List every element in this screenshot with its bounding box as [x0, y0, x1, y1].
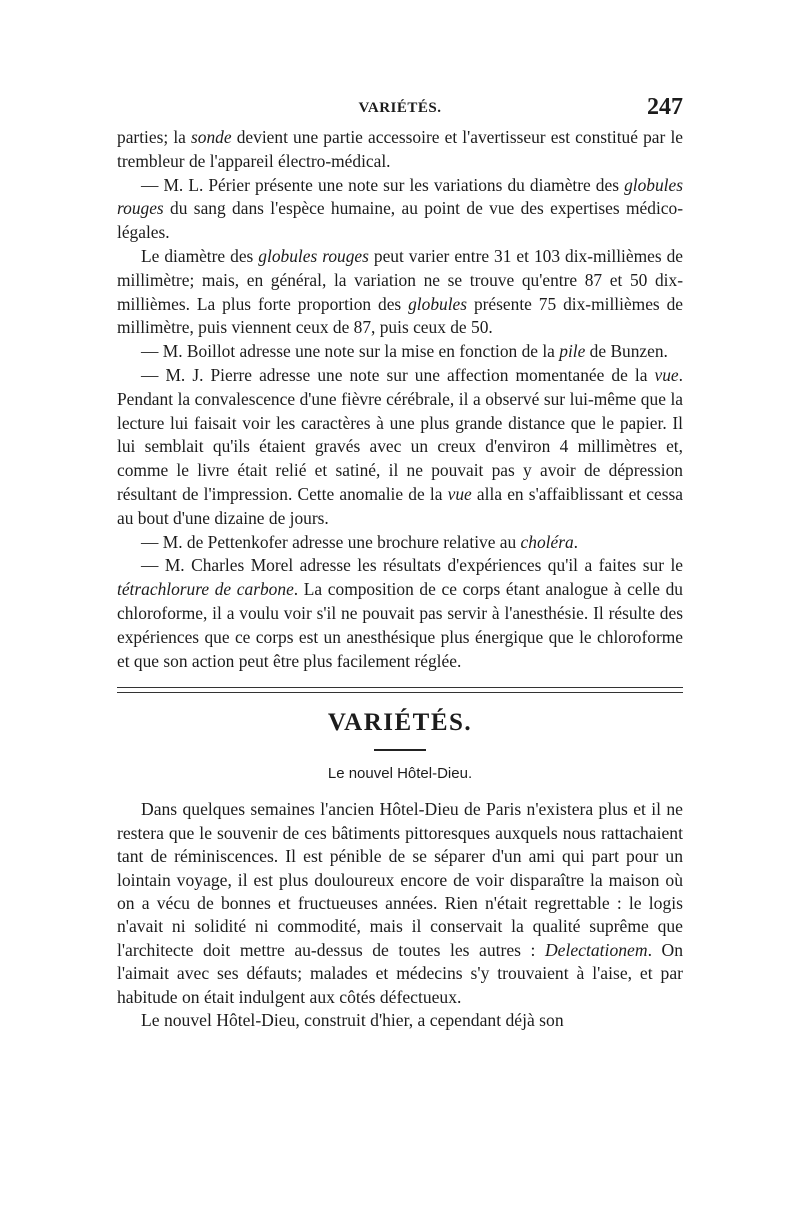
article-subtitle: Le nouvel Hôtel-Dieu. — [327, 765, 473, 783]
text-run: Le diamètre des — [141, 245, 259, 266]
section-separator — [117, 687, 683, 693]
running-title: VARIÉTÉS. — [358, 100, 442, 116]
text-run: . On l'aimait avec ses défauts; malades et médecins s'y trouvaient à l'aise, et par habitude on était indulgent aux côtés défectueux. — [117, 939, 683, 1007]
text-run: — M. L. Périer présente une note sur les variations du diamètre des — [141, 174, 625, 195]
running-header — [117, 92, 683, 126]
text-run: de Bunzen. — [585, 341, 668, 362]
text-run: Dans quelques semaines l'ancien Hôtel-Dieu de Paris n'existera plus et il ne restera que le souvenir de ces bâtiments pittoresques auxquels nous rattachaient tant de réminiscences. Il est pénible de se séparer d'un ami qui part pour un lointain voyage, il est plus douloureux encore de voir disparaître la maison où on a vécu de bonnes et fructueuses années. Rien n'était regrettable : le logis n'avait ni solidité ni commodité, mais il conservait la qualité suprême que l'architecte doit mettre au-dessus de toutes les autres : — [117, 799, 683, 960]
paragraph — [117, 1009, 683, 1032]
italic-text-run: pile — [559, 341, 586, 362]
paragraph — [117, 364, 683, 531]
document-page — [117, 92, 683, 1192]
text-run: devient une partie accessoire et l'avertisseur est constitué par le trembleur de l'appareil électro-médical. — [117, 127, 683, 171]
italic-text-run: sonde — [191, 127, 232, 147]
italic-text-run: tétrachlorure de carbone — [117, 579, 294, 600]
italic-text-run: globules rouges — [258, 245, 369, 266]
text-run: . Pendant la convalescence d'une fièvre cérébrale, il a observé sur lui-même que la lecture lui faisait voir les caractères à une plus grande distance que le papier. Il lui semblait qu'ils étaient gravés avec un creux d'environ 4 millimètres et, comme le livre était relié et satiné, il ne pouvait pas y avoir de dépression résultant de l'impression. Cette anomalie de la — [117, 364, 683, 504]
text-run: Le nouvel Hôtel-Dieu, construit d'hier, a cependant déjà son — [141, 1009, 564, 1030]
text-run: — M. de Pettenkofer adresse une brochure relative au — [141, 531, 521, 552]
text-run: — M. Boillot adresse une note sur la mise en fonction de la — [141, 341, 560, 362]
text-run: du sang dans l'espèce humaine, au point de vue des expertises médico-légales. — [117, 198, 683, 243]
page-number: 247 — [647, 94, 683, 120]
text-run: présente 75 dix-millièmes de millimètre, puis viennent ceux de 87, puis ceux de 50. — [117, 293, 683, 338]
paragraph — [117, 798, 683, 1009]
italic-text-run: globules rouges — [117, 174, 683, 219]
italic-text-run: Delectationem — [544, 939, 648, 960]
italic-text-run: globules — [408, 293, 468, 314]
text-run: . La composition de ce corps étant analogue à celle du chloroforme, il a voulu voir s'il ne pouvait pas servir à l'anesthésie. Il résulte des expériences que ce corps est un anesthésique plus énergique que le chloroforme et que son action peut être plus facilement réglée. — [117, 579, 683, 671]
academy-notes-section — [117, 126, 683, 673]
text-run: peut varier entre 31 et 103 dix-millièmes de millimètre; mais, en général, la variation ne se trouve qu'entre 87 et 50 dix-millièmes. La plus forte proportion des — [117, 245, 683, 314]
text-run: — M. Charles Morel adresse les résultats d'expériences qu'il a faites sur le — [141, 555, 683, 576]
paragraph — [117, 245, 683, 340]
paragraph — [117, 340, 683, 364]
italic-text-run: choléra — [520, 531, 574, 552]
section-title: VARIÉTÉS. — [327, 709, 473, 737]
text-run: . — [573, 531, 579, 552]
text-run: alla en s'affaiblissant et cessa au bout d'une dizaine de jours. — [117, 483, 683, 528]
title-rule — [374, 749, 426, 751]
text-run: — M. J. Pierre adresse une note sur une affection momentanée de la — [141, 364, 655, 385]
italic-text-run: vue — [654, 364, 679, 385]
varietes-section — [117, 798, 683, 1032]
text-run: parties; la — [117, 127, 192, 147]
paragraph — [117, 554, 683, 673]
paragraph — [117, 174, 683, 245]
paragraph — [117, 531, 683, 555]
paragraph — [117, 126, 683, 174]
italic-text-run: vue — [447, 483, 472, 504]
